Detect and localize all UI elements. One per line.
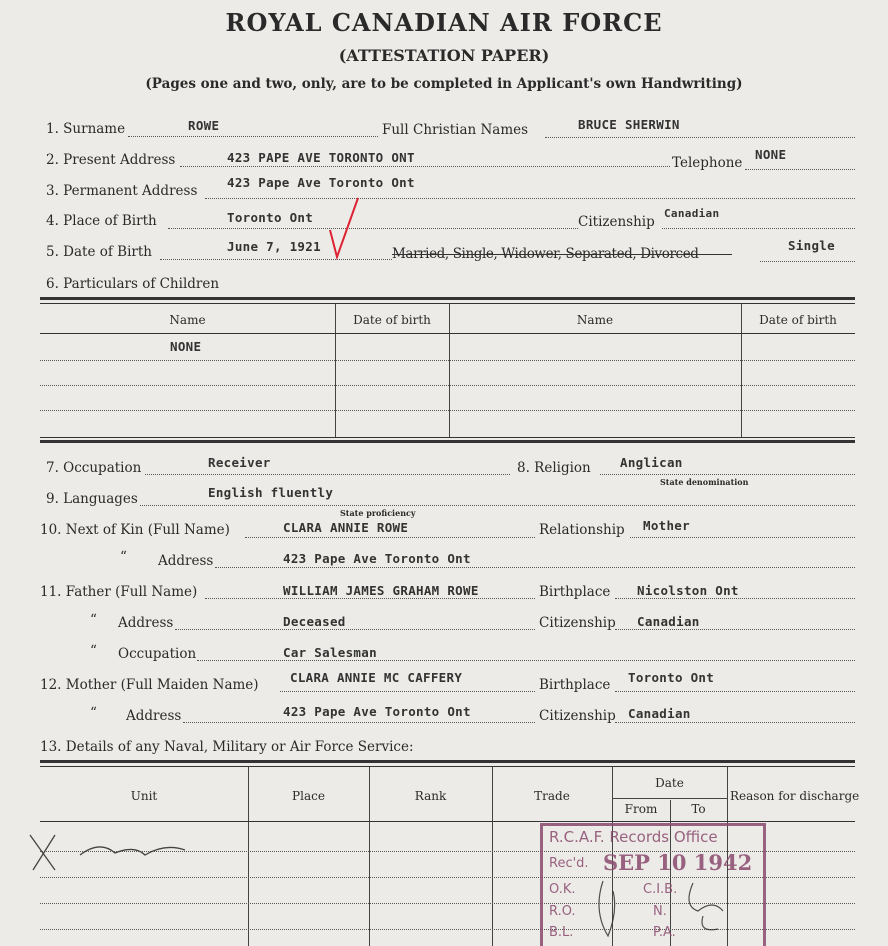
languages-label: 9. Languages bbox=[46, 491, 138, 507]
stamp-recd-label: Rec'd. bbox=[549, 856, 589, 871]
telephone-value: NONE bbox=[755, 147, 787, 162]
permanent-address-label: 3. Permanent Address bbox=[46, 183, 198, 199]
service-header-unit: Unit bbox=[130, 789, 158, 803]
occupation-value: Receiver bbox=[208, 455, 271, 470]
service-header-from: From bbox=[624, 802, 658, 816]
stamp-title: R.C.A.F. Records Office bbox=[549, 828, 718, 846]
relationship-value: Mother bbox=[643, 518, 690, 533]
mother-citizenship-value: Canadian bbox=[628, 706, 691, 721]
stamp-ok: O.K. bbox=[549, 882, 576, 897]
mother-birthplace-label: Birthplace bbox=[539, 677, 611, 693]
children-label: 6. Particulars of Children bbox=[46, 276, 220, 292]
telephone-label: Telephone bbox=[672, 155, 743, 171]
father-citizenship-value: Canadian bbox=[637, 614, 700, 629]
children-header-dob-2: Date of birth bbox=[759, 313, 837, 327]
form-title: ROYAL CANADIAN AIR FORCE bbox=[225, 8, 663, 37]
religion-label: 8. Religion bbox=[517, 460, 591, 476]
marital-options: Married, Single, Widower, Separated, Divorced bbox=[392, 246, 699, 262]
christian-names-label: Full Christian Names bbox=[382, 122, 529, 138]
ditto-mark: “ bbox=[90, 705, 97, 721]
red-check-mark bbox=[325, 195, 365, 265]
mother-citizenship-label: Citizenship bbox=[539, 708, 616, 724]
children-header-name-2: Name bbox=[576, 313, 614, 327]
father-birthplace-value: Nicolston Ont bbox=[637, 583, 739, 598]
ditto-mark: “ bbox=[90, 612, 97, 628]
children-header-name: Name bbox=[169, 313, 206, 327]
mother-address-label: Address bbox=[126, 708, 182, 724]
father-value: WILLIAM JAMES GRAHAM ROWE bbox=[283, 583, 479, 598]
mother-birthplace-value: Toronto Ont bbox=[628, 670, 715, 685]
christian-names-value: BRUCE SHERWIN bbox=[578, 117, 680, 132]
father-birthplace-label: Birthplace bbox=[539, 584, 611, 600]
father-label: 11. Father (Full Name) bbox=[40, 584, 198, 600]
languages-hint: State proficiency bbox=[340, 508, 416, 518]
father-address-value: Deceased bbox=[283, 614, 346, 629]
service-header-rank: Rank bbox=[414, 789, 447, 803]
form-note: (Pages one and two, only, are to be completed in Applicant's own Handwriting) bbox=[145, 76, 743, 92]
stamp-signatures bbox=[583, 871, 733, 941]
stamp-ro: R.O. bbox=[549, 904, 576, 919]
service-header-reason: Reason for discharge bbox=[730, 789, 860, 803]
handwritten-mark bbox=[25, 825, 195, 875]
children-header-dob: Date of birth bbox=[353, 313, 431, 327]
service-header-to: To bbox=[691, 802, 706, 816]
father-occupation-label: Occupation bbox=[118, 646, 197, 662]
citizenship-value: Canadian bbox=[664, 207, 720, 220]
father-address-label: Address bbox=[118, 615, 174, 631]
permanent-address-value: 423 Pape Ave Toronto Ont bbox=[227, 175, 415, 190]
father-occupation-value: Car Salesman bbox=[283, 645, 377, 660]
marital-value: Single bbox=[788, 238, 835, 253]
birthplace-value: Toronto Ont bbox=[227, 210, 314, 225]
kin-address-value: 423 Pape Ave Toronto Ont bbox=[283, 551, 471, 566]
ditto-mark: “ bbox=[90, 643, 97, 659]
ditto-mark: “ bbox=[120, 549, 127, 565]
form-subtitle: (ATTESTATION PAPER) bbox=[338, 46, 550, 65]
religion-value: Anglican bbox=[620, 455, 683, 470]
relationship-label: Relationship bbox=[539, 522, 625, 538]
present-address-value: 423 PAPE AVE TORONTO ONT bbox=[227, 150, 415, 165]
stamp-cib: C.I.B. bbox=[643, 882, 678, 897]
surname-label: 1. Surname bbox=[46, 121, 126, 137]
service-header-trade: Trade bbox=[534, 789, 570, 803]
stamp-bl: B.L. bbox=[549, 925, 574, 940]
languages-value: English fluently bbox=[208, 485, 334, 500]
kin-value: CLARA ANNIE ROWE bbox=[283, 520, 409, 535]
surname-value: ROWE bbox=[188, 118, 220, 133]
divider bbox=[40, 297, 855, 300]
occupation-label: 7. Occupation bbox=[46, 460, 142, 476]
mother-value: CLARA ANNIE MC CAFFERY bbox=[290, 670, 463, 685]
stamp-n: N. bbox=[653, 904, 667, 919]
kin-label: 10. Next of Kin (Full Name) bbox=[40, 522, 230, 538]
kin-address-label: Address bbox=[158, 553, 214, 569]
present-address-label: 2. Present Address bbox=[46, 152, 176, 168]
dob-label: 5. Date of Birth bbox=[46, 244, 152, 260]
children-value: NONE bbox=[170, 339, 202, 354]
birthplace-label: 4. Place of Birth bbox=[46, 213, 157, 229]
service-header-date: Date bbox=[655, 776, 684, 790]
service-header-place: Place bbox=[292, 789, 325, 803]
citizenship-label: Citizenship bbox=[578, 214, 655, 230]
service-label: 13. Details of any Naval, Military or Air Force Service: bbox=[40, 739, 414, 755]
mother-label: 12. Mother (Full Maiden Name) bbox=[40, 677, 259, 693]
records-office-stamp bbox=[540, 823, 766, 946]
stamp-date: SEP 10 1942 bbox=[603, 850, 753, 875]
dob-value: June 7, 1921 bbox=[227, 239, 321, 254]
father-citizenship-label: Citizenship bbox=[539, 615, 616, 631]
mother-address-value: 423 Pape Ave Toronto Ont bbox=[283, 704, 471, 719]
religion-hint: State denomination bbox=[660, 477, 749, 487]
stamp-pa: P.A. bbox=[653, 925, 676, 940]
